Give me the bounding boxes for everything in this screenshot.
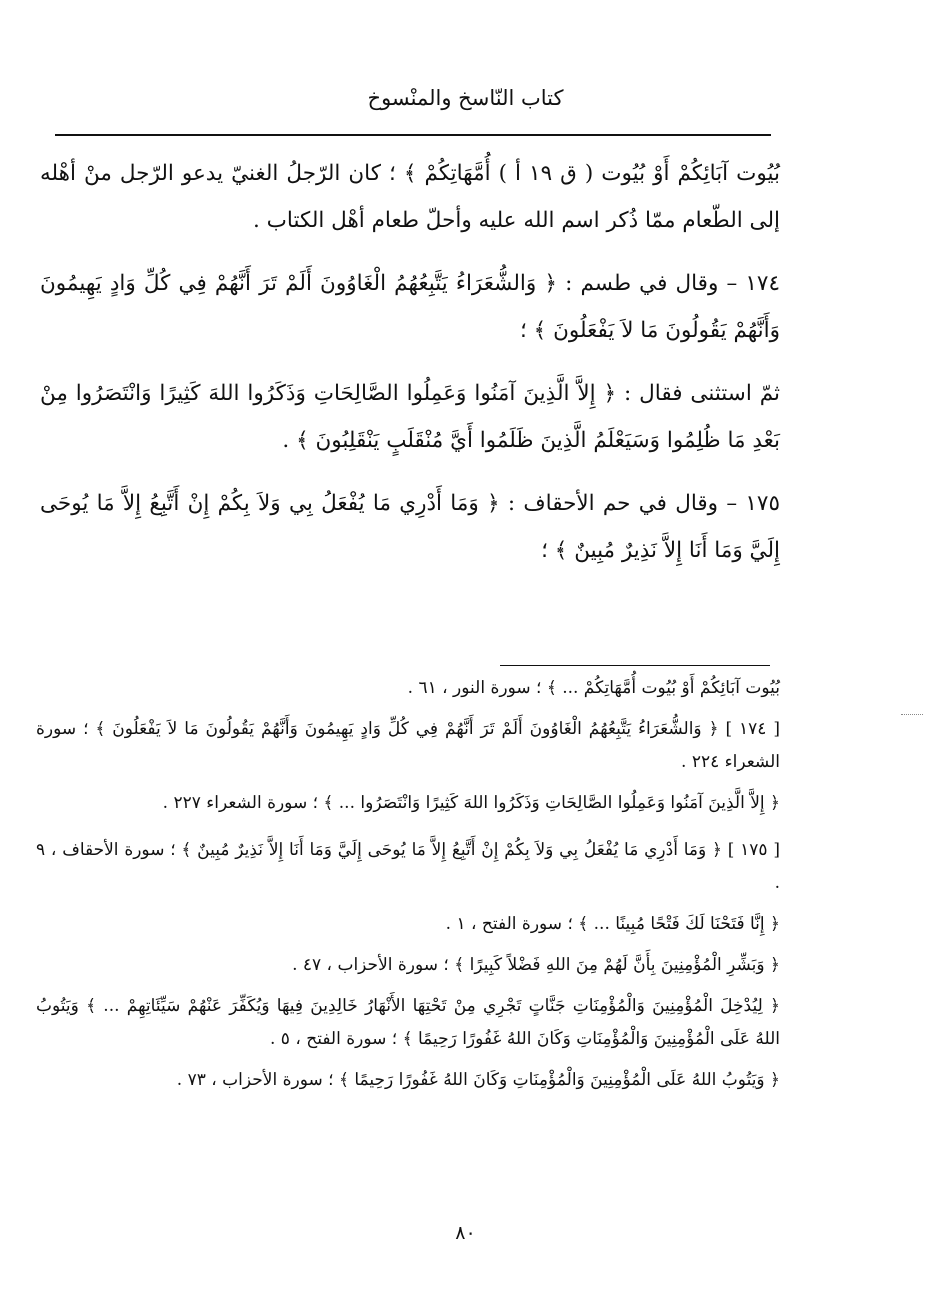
footnote-8: ﴿ وَيَتُوبُ اللهُ عَلَى الْمُؤْمِنِينَ وَالْمُؤْمِنَاتِ وَكَانَ اللهُ غَفُورًا رَحِيمًا ﴾ ؛ سورة الأحزاب ، ٧٣ . bbox=[176, 1070, 780, 1090]
running-title: كتاب النّاسخ والمنْسوخ bbox=[367, 86, 564, 110]
main-text bbox=[40, 150, 780, 590]
header-rule bbox=[55, 134, 771, 136]
footnote-2: [ ١٧٤ ] ﴿ وَالشُّعَرَاءُ يَتَّبِعُهُمُ الْغَاوُونَ أَلَمْ تَرَ أَنَّهُمْ فِي كُلِّ وَادٍ يَهِيمُونَ وَأَنَّهُمْ يَقُولُونَ مَا لاَ يَفْعَلُونَ ﴾ ؛ سورة الشعراء ٢٢٤ . bbox=[36, 719, 780, 772]
footnote-rule bbox=[500, 665, 770, 666]
footnote-5: ﴿ إِنَّا فَتَحْنَا لَكَ فَتْحًا مُبِينًا ... ﴾ ؛ سورة الفتح ، ١ . bbox=[445, 914, 780, 934]
margin-mark bbox=[901, 714, 923, 715]
footnote-7: ﴿ لِيُدْخِلَ الْمُؤْمِنِينَ وَالْمُؤْمِنَاتِ جَنَّاتٍ تَجْرِي مِنْ تَحْتِهَا الأَنْهَارُ خَالِدِينَ فِيهَا وَيُكَفِّرَ عَنْهُمْ سَيِّئَاتِهِمْ ... ﴾ وَيَتُوبُ اللهُ عَلَى الْمُؤْمِنِينَ وَالْمُؤْمِنَاتِ وَكَانَ اللهُ غَفُورًا رَحِيمًا ﴾ ؛ سورة الفتح ، ٥ . bbox=[36, 996, 780, 1049]
footnotes bbox=[36, 672, 780, 1105]
footnote-3: ﴿ إِلاَّ الَّذِينَ آمَنُوا وَعَمِلُوا الصَّالِحَاتِ وَذَكَرُوا اللهَ كَثِيرًا وَانْتَصَرُوا ... ﴾ ؛ سورة الشعراء ٢٢٧ . bbox=[162, 793, 780, 813]
paragraph-174: ١٧٤ – وقال في طسم : ﴿ وَالشُّعَرَاءُ يَتَّبِعُهُمُ الْغَاوُونَ أَلَمْ تَرَ أَنَّهُمْ فِي كُلِّ وَادٍ يَهِيمُونَ وَأَنَّهُمْ يَقُولُونَ مَا لاَ يَفْعَلُونَ ﴾ ؛ bbox=[40, 271, 780, 343]
page-number: ٨٠ bbox=[455, 1222, 476, 1244]
paragraph-1: بُيُوت آبَائِكُمْ أَوْ بُيُوت ( ق ١٩ أ ) أُمَّهَاتِكُمْ ﴾ ؛ كان الرّجلُ الغنيّ يدعو الرّجل منْ أهْله إلى الطّعام ممّا ذُكر اسم الله عليه وأحلّ طعام أهْل الكتاب . bbox=[40, 161, 780, 233]
footnote-6: ﴿ وَبَشِّرِ الْمُؤْمِنِينَ بِأَنَّ لَهُمْ مِنَ اللهِ فَضْلاً كَبِيرًا ﴾ ؛ سورة الأحزاب ، ٤٧ . bbox=[292, 955, 780, 975]
footnote-1: بُيُوت آبَائِكُمْ أَوْ بُيُوت أُمَّهَاتِكُمْ ... ﴾ ؛ سورة النور ، ٦١ . bbox=[407, 678, 780, 698]
paragraph-exception: ثمّ استثنى فقال : ﴿ إِلاَّ الَّذِينَ آمَنُوا وَعَمِلُوا الصَّالِحَاتِ وَذَكَرُوا اللهَ كَثِيرًا وَانْتَصَرُوا مِنْ بَعْدِ مَا ظُلِمُوا وَسَيَعْلَمُ الَّذِينَ ظَلَمُوا أَيَّ مُنْقَلَبٍ يَنْقَلِبُونَ ﴾ . bbox=[40, 381, 780, 453]
paragraph-175: ١٧٥ – وقال في حم الأحقاف : ﴿ وَمَا أَدْرِي مَا يُفْعَلُ بِي وَلاَ بِكُمْ إِنْ أَتَّبِعُ إِلاَّ مَا يُوحَى إِلَيَّ وَمَا أَنَا إِلاَّ نَذِيرٌ مُبِينٌ ﴾ ؛ bbox=[40, 491, 780, 563]
footnote-4: [ ١٧٥ ] ﴿ وَمَا أَدْرِي مَا يُفْعَلُ بِي وَلاَ بِكُمْ إِنْ أَتَّبِعُ إِلاَّ مَا يُوحَى إِلَيَّ وَمَا أَنَا إِلاَّ نَذِيرٌ مُبِينٌ ﴾ ؛ سورة الأحقاف ، ٩ . bbox=[36, 840, 780, 893]
